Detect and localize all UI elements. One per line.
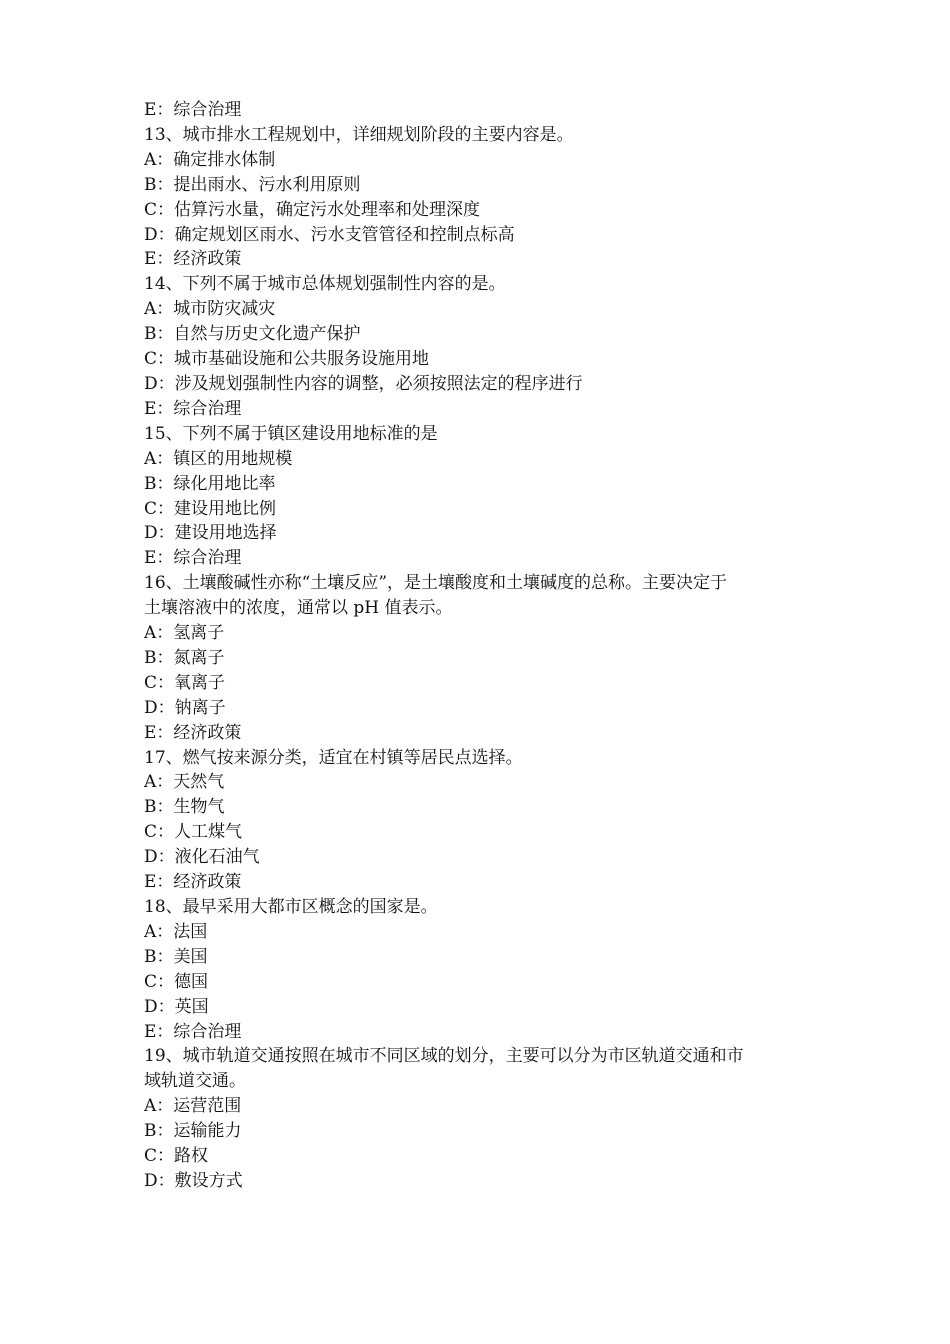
answer-option: E：综合治理 xyxy=(144,398,242,419)
answer-option: B：提出雨水、污水利用原则 xyxy=(144,174,361,195)
question-text: 14、下列不属于城市总体规划强制性内容的是。 xyxy=(144,274,506,295)
question-text: 17、燃气按来源分类，适宜在村镇等居民点选择。 xyxy=(144,747,523,768)
answer-option: A：天然气 xyxy=(144,772,225,793)
answer-option: B：绿化用地比率 xyxy=(144,473,276,494)
answer-option: D：确定规划区雨水、污水支管管径和控制点标高 xyxy=(144,224,515,245)
answer-option: B：生物气 xyxy=(144,797,225,818)
answer-option: D：英国 xyxy=(144,996,209,1017)
question-text: 15、下列不属于镇区建设用地标准的是 xyxy=(144,423,438,444)
answer-option: D：涉及规划强制性内容的调整，必须按照法定的程序进行 xyxy=(144,373,583,394)
answer-option: A：运营范围 xyxy=(144,1096,242,1117)
answer-option: C：建设用地比例 xyxy=(144,498,277,519)
answer-option: E：综合治理 xyxy=(144,100,242,120)
question-text: 16、土壤酸碱性亦称“土壤反应”，是土壤酸度和土壤碱度的总称。主要决定于 xyxy=(144,573,728,594)
question-text: 19、城市轨道交通按照在城市不同区域的划分，主要可以分为市区轨道交通和市 xyxy=(144,1046,744,1067)
answer-option: A：城市防灾减灾 xyxy=(144,299,276,320)
question-text: 18、最早采用大都市区概念的国家是。 xyxy=(144,897,438,917)
answer-option: B：自然与历史文化遗产保护 xyxy=(144,324,361,345)
answer-option: C：人工煤气 xyxy=(144,822,243,843)
answer-option: D：建设用地选择 xyxy=(144,523,277,544)
answer-option: A：确定排水体制 xyxy=(144,149,276,170)
answer-option: A：氢离子 xyxy=(144,623,225,644)
answer-option: B：运输能力 xyxy=(144,1121,242,1142)
answer-option: A：镇区的用地规模 xyxy=(144,448,293,469)
answer-option: C：路权 xyxy=(144,1146,209,1167)
answer-option: B：氮离子 xyxy=(144,647,225,668)
answer-option: D：钠离子 xyxy=(144,697,226,718)
question-text: 土壤溶液中的浓度，通常以 pH 值表示。 xyxy=(144,598,453,619)
answer-option: C：城市基础设施和公共服务设施用地 xyxy=(144,349,430,370)
answer-option: A：法国 xyxy=(144,921,208,942)
document-body xyxy=(144,98,814,1194)
answer-option: D：液化石油气 xyxy=(144,847,260,868)
answer-option: C：德国 xyxy=(144,971,209,992)
answer-option: E：综合治理 xyxy=(144,1021,242,1042)
answer-option: D：敷设方式 xyxy=(144,1170,243,1191)
answer-option: C：氧离子 xyxy=(144,672,226,693)
question-text: 13、城市排水工程规划中，详细规划阶段的主要内容是。 xyxy=(144,124,574,145)
answer-option: E：综合治理 xyxy=(144,548,242,569)
answer-option: E：经济政策 xyxy=(144,722,242,743)
answer-option: B：美国 xyxy=(144,946,208,967)
answer-option: E：经济政策 xyxy=(144,872,242,893)
answer-option: E：经济政策 xyxy=(144,249,242,270)
answer-option: C：估算污水量，确定污水处理率和处理深度 xyxy=(144,199,481,220)
question-text: 域轨道交通。 xyxy=(144,1071,246,1092)
